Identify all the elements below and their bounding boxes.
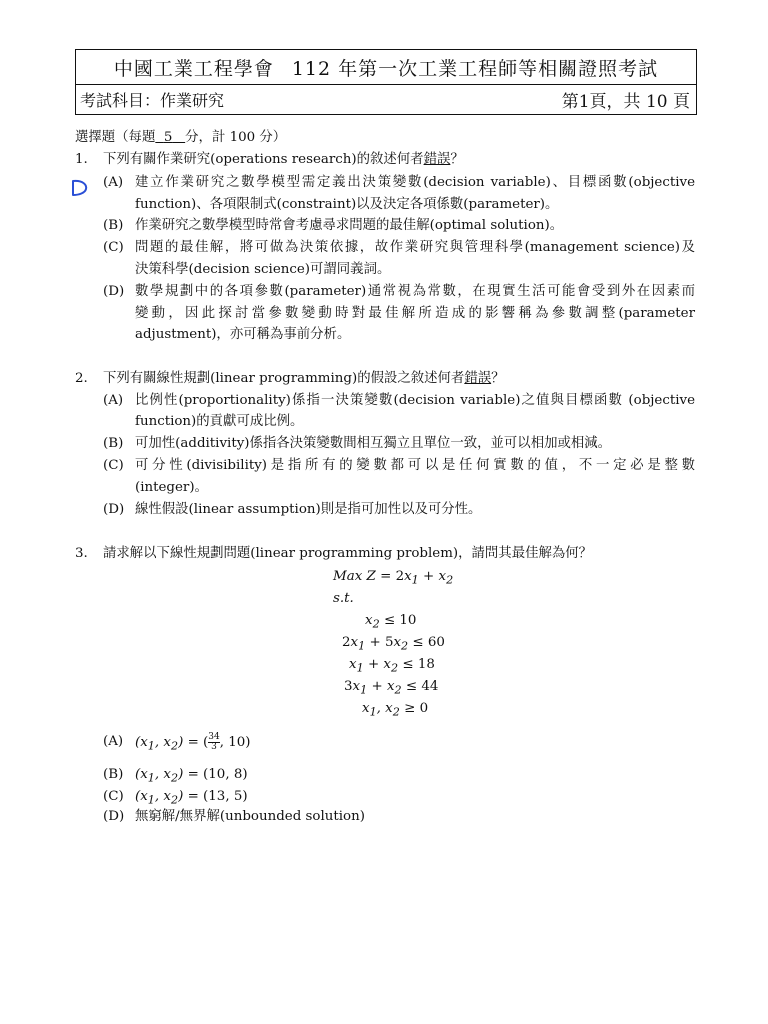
q1-option-b-line1: 作業研究之數學模型時常會考慮尋求問題的最佳解(optimal solution)。 — [135, 218, 564, 233]
points-value: 5 — [163, 130, 173, 145]
instructions-points — [155, 130, 185, 145]
exam-header — [75, 49, 697, 115]
q2-option-c-line1: 可分性(divisibility)是指所有的變數都可以是任何實數的值，不一定必是整數 — [135, 458, 695, 473]
q2-stem-underlined: 錯誤 — [464, 371, 492, 386]
q3-option-a-rest: , 10) — [219, 735, 251, 750]
fraction-numerator: 34 — [208, 732, 220, 742]
lp-subject-to: s.t. — [333, 591, 354, 606]
q3-option-b-value: ($x_1$, $x_2) = (10$, 8) — [135, 767, 248, 785]
header-page-info: 第1頁，共 10 頁 — [561, 92, 690, 112]
q2-option-b-line1: 可加性(additivity)係指各決策變數間相互獨立且單位一致，並可以相加或相減。 — [135, 436, 612, 451]
q2-option-c-line2: (integer)。 — [135, 480, 208, 495]
lp-constraint-3: $x_1 + x_2 \le 18$ — [349, 657, 435, 675]
header-org: 中國工業工程學會 — [113, 58, 274, 80]
q3-option-d-value: 無窮解/無界解(unbounded solution) — [135, 809, 365, 824]
q1-option-a-line1: 建立作業研究之數學模型需定義出決策變數(decision variable)、目標函數(objective — [135, 175, 695, 190]
q1-number: 1. — [75, 152, 88, 167]
q3-option-c-text: = (13, 5) — [187, 789, 248, 804]
instructions — [75, 129, 286, 147]
q3-number: 3. — [75, 546, 88, 561]
q2-option-c-label[interactable]: (C) — [103, 458, 124, 473]
fraction-34-over-3 — [208, 733, 219, 752]
q1-stem-text: 下列有關作業研究(operations research)的敘述何者 — [103, 152, 424, 167]
q1-option-d-label[interactable]: (D) — [103, 284, 125, 299]
q2-stem-text: 下列有關線性規劃(linear programming)的假設之敘述何者 — [103, 371, 465, 386]
header-exam-name: 112 年第一次工業工程師等相關證照考試 — [291, 58, 659, 80]
q1-stem — [103, 151, 464, 169]
fraction-denominator: 3 — [211, 742, 217, 752]
q2-option-b-label[interactable]: (B) — [103, 436, 124, 451]
header-divider — [76, 84, 696, 85]
instructions-prefix: 選擇題（每題 — [75, 130, 156, 145]
q3-option-d-label[interactable]: (D) — [103, 809, 125, 824]
q1-option-a-line2: function)、各項限制式(constraint)以及決定各項係數(parameter)。 — [135, 197, 559, 212]
q3-option-c-value: ($x_1$, $x_2) = (13$, 5) — [135, 789, 248, 807]
lp-objective: Max $Z = 2x_1 + x_2$ — [333, 569, 454, 587]
handwritten-answer-mark — [67, 177, 89, 199]
q2-number: 2. — [75, 371, 88, 386]
q2-option-d-label[interactable]: (D) — [103, 502, 125, 517]
q2-stem — [103, 370, 505, 388]
q2-option-d-line1: 線性假設(linear assumption)則是指可加性以及可分性。 — [135, 502, 482, 517]
q2-stem-end: ？ — [491, 371, 505, 386]
q1-option-d-line3: adjustment)，亦可稱為事前分析。 — [135, 327, 351, 342]
lp-constraint-1: $x_2 \le 10$ — [365, 613, 417, 631]
q1-option-d-line1: 數學規劃中的各項參數(parameter)通常視為常數，在現實生活可能會受到外在因素而 — [135, 284, 695, 299]
q1-stem-end: ？ — [450, 152, 464, 167]
q3-option-a-label[interactable]: (A) — [103, 734, 124, 749]
lp-nonnegativity: $x_1$, $x_2 \ge 0$ — [362, 701, 429, 719]
q2-option-a-line1: 比例性(proportionality)係指一決策變數(decision variable)之值與目標函數 (objective — [135, 393, 695, 408]
q2-option-a-line2: function)的貢獻可成比例。 — [135, 414, 304, 429]
q2-option-a-label[interactable]: (A) — [103, 393, 124, 408]
header-title — [76, 54, 696, 82]
q1-option-a-label[interactable]: (A) — [103, 175, 124, 190]
q3-option-b-text: = (10, 8) — [187, 767, 248, 782]
q1-option-c-label[interactable]: (C) — [103, 240, 124, 255]
q1-stem-underlined: 錯誤 — [423, 152, 451, 167]
q3-option-a-value: ($x_1$, $x_2$) = ( $\frac{34}{3}$ , 10) — [135, 732, 251, 753]
q1-option-b-label[interactable]: (B) — [103, 218, 124, 233]
lp-constraint-4: $3x_1 + x_2 \le 44$ — [344, 679, 439, 697]
q1-option-d-line2: 變動，因此探討當參數變動時對最佳解所造成的影響稱為參數調整(parameter — [135, 306, 695, 321]
instructions-suffix: 分，計 100 分） — [185, 130, 287, 145]
q3-option-b-label[interactable]: (B) — [103, 767, 124, 782]
q1-option-c-line2: 決策科學(decision science)可謂同義詞。 — [135, 262, 391, 277]
q1-option-c-line1: 問題的最佳解，將可做為決策依據，故作業研究與管理科學(management science)及 — [135, 240, 695, 255]
header-subject: 考試科目：作業研究 — [80, 91, 225, 110]
q3-option-c-label[interactable]: (C) — [103, 789, 124, 804]
lp-constraint-2: $2x_1 + 5x_2 \le 60$ — [342, 635, 445, 653]
q3-stem: 請求解以下線性規劃問題(linear programming problem)，請問其最佳解為何？ — [103, 546, 593, 561]
